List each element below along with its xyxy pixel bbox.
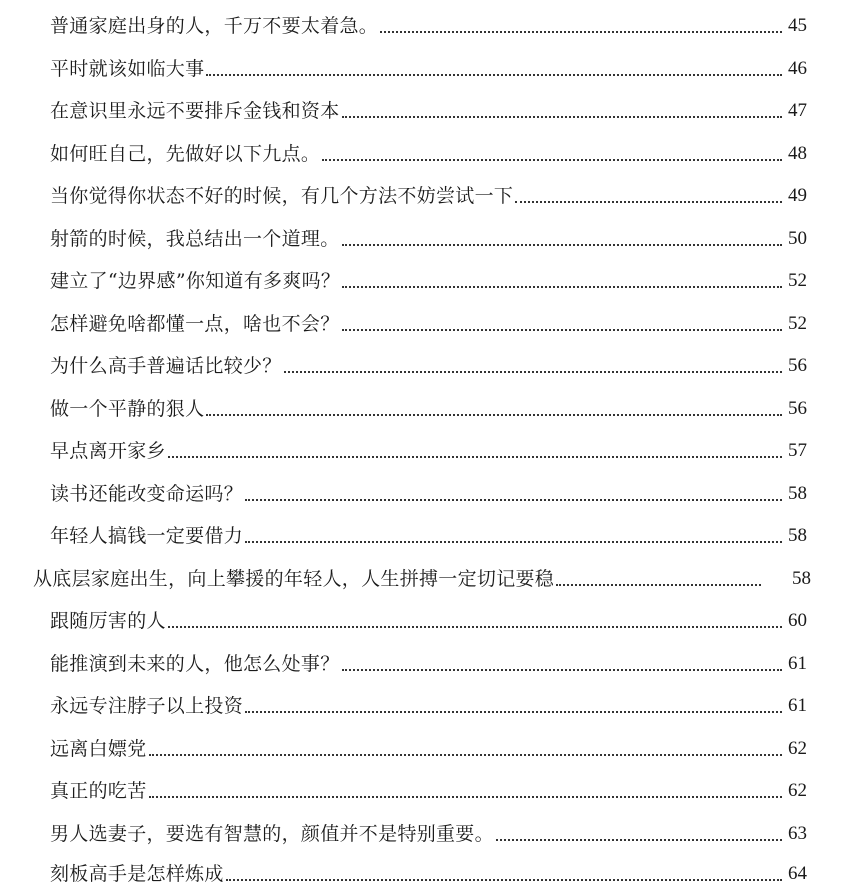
dot-leader bbox=[149, 754, 782, 756]
toc-entry-title: 从底层家庭出生，向上攀援的年轻人，人生拼搏一定切记要稳 bbox=[33, 568, 555, 590]
dot-leader bbox=[168, 626, 782, 628]
dot-leader bbox=[342, 116, 782, 118]
toc-entry-title: 早点离开家乡 bbox=[50, 440, 166, 462]
toc-entry[interactable] bbox=[50, 306, 807, 336]
toc-entry-page: 62 bbox=[788, 780, 807, 801]
toc-entry-title: 真正的吃苦 bbox=[50, 780, 147, 802]
toc-entry-title: 射箭的时候，我总结出一个道理。 bbox=[50, 228, 340, 250]
dot-leader bbox=[226, 879, 782, 881]
toc-entry[interactable] bbox=[50, 51, 807, 81]
dot-leader bbox=[342, 329, 782, 331]
toc-entry[interactable] bbox=[50, 391, 807, 421]
toc-entry-page: 60 bbox=[788, 610, 807, 631]
toc-entry-page: 45 bbox=[788, 15, 807, 36]
toc-entry-title: 当你觉得你状态不好的时候，有几个方法不妨尝试一下 bbox=[50, 185, 514, 207]
toc-entry[interactable] bbox=[50, 8, 807, 38]
toc-entry-page: 50 bbox=[788, 228, 807, 249]
toc-entry-title: 怎样避免啥都懂一点，啥也不会？ bbox=[50, 313, 340, 335]
dot-leader bbox=[496, 839, 782, 841]
dot-leader bbox=[322, 159, 782, 161]
toc-entry-page: 63 bbox=[788, 823, 807, 844]
toc-entry-title: 年轻人搞钱一定要借力 bbox=[50, 525, 244, 547]
toc-entry[interactable] bbox=[50, 221, 807, 251]
toc-entry[interactable] bbox=[50, 603, 807, 633]
dot-leader bbox=[556, 584, 761, 586]
toc-entry-title: 跟随厉害的人 bbox=[50, 610, 166, 632]
toc-entry-page: 57 bbox=[788, 440, 807, 461]
toc-entry[interactable] bbox=[50, 773, 807, 803]
toc-entry[interactable] bbox=[50, 93, 807, 123]
toc-entry-title: 如何旺自己，先做好以下九点。 bbox=[50, 143, 321, 165]
dot-leader bbox=[245, 499, 782, 501]
toc-entry-page: 64 bbox=[788, 863, 807, 884]
toc-entry-page: 61 bbox=[788, 653, 807, 674]
toc-entry-page: 61 bbox=[788, 695, 807, 716]
toc-entry[interactable] bbox=[50, 136, 807, 166]
dot-leader bbox=[206, 74, 782, 76]
toc-entry[interactable] bbox=[50, 433, 807, 463]
toc-entry[interactable] bbox=[50, 518, 807, 548]
toc-entry-title: 普通家庭出身的人，千万不要太着急。 bbox=[50, 15, 379, 37]
toc-entry-title: 在意识里永远不要排斥金钱和资本 bbox=[50, 100, 340, 122]
toc-entry[interactable] bbox=[50, 688, 807, 718]
dot-leader bbox=[168, 456, 782, 458]
toc-entry-page: 52 bbox=[788, 313, 807, 334]
toc-entry-title: 能推演到未来的人，他怎么处事？ bbox=[50, 653, 340, 675]
dot-leader bbox=[515, 201, 782, 203]
toc-entry[interactable] bbox=[50, 731, 807, 761]
toc-entry-page: 46 bbox=[788, 58, 807, 79]
toc-entry[interactable] bbox=[50, 263, 807, 293]
dot-leader bbox=[380, 31, 782, 33]
dot-leader bbox=[245, 711, 782, 713]
toc-entry-title: 平时就该如临大事 bbox=[50, 58, 205, 80]
toc-entry-page: 49 bbox=[788, 185, 807, 206]
toc-entry-title: 永远专注脖子以上投资 bbox=[50, 695, 244, 717]
dot-leader bbox=[149, 796, 782, 798]
toc-entry[interactable] bbox=[50, 476, 807, 506]
dot-leader bbox=[342, 669, 782, 671]
toc-entry-page: 62 bbox=[788, 738, 807, 759]
toc-entry[interactable] bbox=[50, 856, 807, 886]
toc-entry-title: 为什么高手普遍话比较少？ bbox=[50, 355, 282, 377]
toc-entry-page: 47 bbox=[788, 100, 807, 121]
toc-entry[interactable] bbox=[50, 816, 807, 846]
toc-entry-title: 男人选妻子，要选有智慧的，颜值并不是特别重要。 bbox=[50, 823, 494, 845]
dot-leader bbox=[284, 371, 782, 373]
toc-entry-page: 58 bbox=[788, 525, 807, 546]
toc-entry-page: 56 bbox=[788, 355, 807, 376]
dot-leader bbox=[245, 541, 782, 543]
toc-entry-title: 刻板高手是怎样炼成 bbox=[50, 863, 224, 885]
toc-entry-page: 58 bbox=[788, 483, 807, 504]
dot-leader bbox=[206, 414, 782, 416]
toc-entry[interactable] bbox=[50, 348, 807, 378]
toc-entry-title: 远离白嫖党 bbox=[50, 738, 147, 760]
toc-entry-title: 建立了“边界感”你知道有多爽吗？ bbox=[50, 270, 341, 292]
toc-entry[interactable] bbox=[33, 561, 811, 591]
toc-entry-page: 58 bbox=[792, 568, 811, 589]
toc-entry[interactable] bbox=[50, 646, 807, 676]
dot-leader bbox=[342, 286, 782, 288]
toc-entry-page: 52 bbox=[788, 270, 807, 291]
toc-entry-title: 读书还能改变命运吗？ bbox=[50, 483, 244, 505]
dot-leader bbox=[342, 244, 782, 246]
toc-entry[interactable] bbox=[50, 178, 807, 208]
toc-entry-page: 56 bbox=[788, 398, 807, 419]
toc-entry-title: 做一个平静的狠人 bbox=[50, 398, 205, 420]
toc-entry-page: 48 bbox=[788, 143, 807, 164]
